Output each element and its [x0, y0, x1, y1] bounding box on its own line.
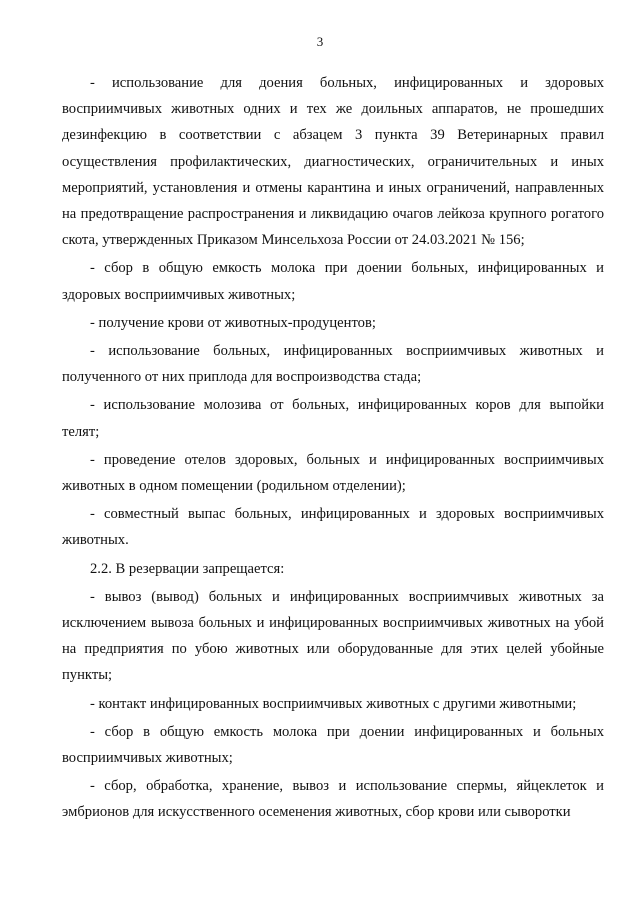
- paragraph-animal-removal: - вывоз (вывод) больных и инфицированных восприимчивых животных за исключением вывоза больных и инфицированных восприимчивых животных на убой на предприятия по убою животных или оборудованные для этих целей убойные пункты;: [62, 588, 604, 684]
- paragraph-colostrum: - использование молозива от больных, инфицированных коров для выпойки телят;: [62, 397, 604, 440]
- paragraph-milk-collection-reservation: - сбор в общую емкость молока при доении инфицированных и больных восприимчивых животных;: [62, 723, 604, 767]
- paragraph-blood-donors: - получение крови от животных-продуцентов;: [90, 314, 376, 331]
- page-number: 3: [316, 34, 324, 49]
- document-body: [62, 70, 604, 826]
- paragraph-animal-contact: - контакт инфицированных восприимчивых животных с другими животными;: [90, 695, 577, 712]
- paragraph-calving: - проведение отелов здоровых, больных и инфицированных восприимчивых животных в одном помещении (родильном отделении);: [62, 451, 604, 495]
- section-heading-2-2: 2.2. В резервации запрещается:: [90, 560, 285, 577]
- paragraph-herd-reproduction: - использование больных, инфицированных восприимчивых животных и полученного от них приплода для воспроизводства стада;: [62, 343, 604, 386]
- paragraph-milking-equipment: - использование для доения больных, инфицированных и здоровых восприимчивых животных одних и тех же доильных аппаратов, не прошедших дезинфекцию в соответствии с абзацем 3 пункта 39 Ветеринарных правил осуществления профилактических, диагностических, ограничительных и иных мероприятий, установления и отмены карантина и иных ограничений, направленных на предотвращение распространения и ликвидацию очагов лейкоза крупного рогатого скота, утвержденных Приказом Минсельхоза России от 24.03.2021 № 156;: [62, 75, 604, 249]
- paragraph-sperm-embryos: - сбор, обработка, хранение, вывоз и использование спермы, яйцеклеток и эмбрионов для искусственного осеменения животных, сбор крови или сыворотки: [62, 778, 604, 821]
- paragraph-grazing: - совместный выпас больных, инфицированных и здоровых восприимчивых животных.: [62, 506, 604, 549]
- paragraph-milk-collection: - сбор в общую емкость молока при доении больных, инфицированных и здоровых восприимчивых животных;: [62, 260, 604, 303]
